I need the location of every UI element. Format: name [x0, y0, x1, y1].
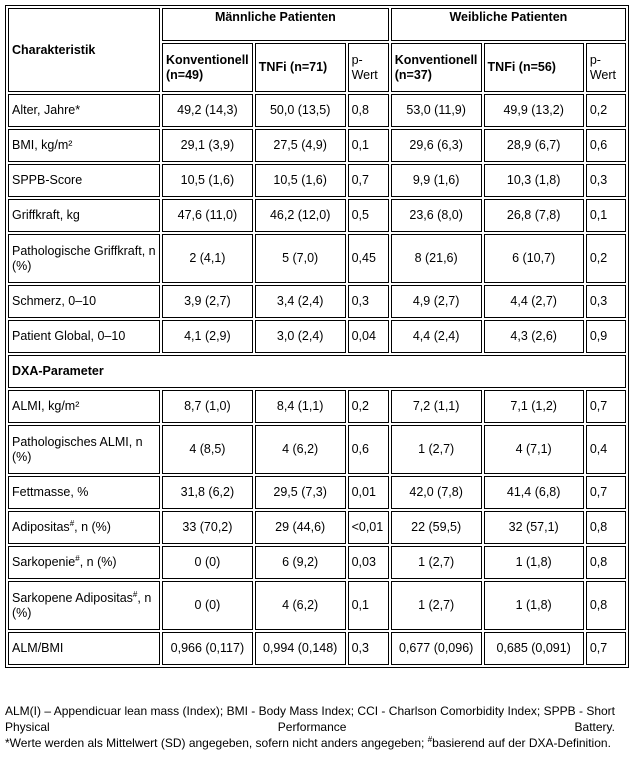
cell-male-p-value: 0,1	[348, 129, 389, 162]
cell-female-conventional: 0,677 (0,096)	[391, 632, 482, 665]
cell-female-tnfi: 28,9 (6,7)	[484, 129, 584, 162]
table-row	[8, 511, 626, 544]
table-row	[8, 425, 626, 474]
cell-female-p-value: 0,6	[586, 129, 626, 162]
cell-male-conventional: 33 (70,2)	[162, 511, 253, 544]
cell-female-conventional: 4,4 (2,4)	[391, 320, 482, 353]
cell-male-conventional: 31,8 (6,2)	[162, 476, 253, 509]
cell-female-conventional: 22 (59,5)	[391, 511, 482, 544]
cell-female-conventional: 42,0 (7,8)	[391, 476, 482, 509]
cell-male-p-value: 0,3	[348, 285, 389, 318]
section-label-dxa: DXA-Parameter	[8, 355, 626, 388]
table-row	[8, 164, 626, 197]
cell-female-conventional: 8 (21,6)	[391, 234, 482, 283]
cell-male-tnfi: 50,0 (13,5)	[255, 94, 346, 127]
cell-male-tnfi: 4 (6,2)	[255, 425, 346, 474]
cell-female-tnfi: 41,4 (6,8)	[484, 476, 584, 509]
cell-male-tnfi: 4 (6,2)	[255, 581, 346, 630]
row-label	[8, 581, 160, 630]
cell-male-p-value: 0,2	[348, 390, 389, 423]
cell-female-conventional: 23,6 (8,0)	[391, 199, 482, 232]
cell-female-tnfi: 7,1 (1,2)	[484, 390, 584, 423]
cell-female-conventional: 4,9 (2,7)	[391, 285, 482, 318]
row-label-suffix: , n (%)	[79, 555, 117, 569]
cell-female-p-value: 0,8	[586, 581, 626, 630]
header-row-groups	[8, 8, 626, 41]
cell-male-p-value: 0,6	[348, 425, 389, 474]
cell-female-tnfi: 0,685 (0,091)	[484, 632, 584, 665]
sub-header-male-p-value: p-Wert	[348, 43, 389, 92]
cell-female-p-value: 0,7	[586, 476, 626, 509]
cell-male-tnfi: 10,5 (1,6)	[255, 164, 346, 197]
table-row	[8, 632, 626, 665]
values-note-end: basierend auf der DXA-Definition.	[432, 736, 611, 750]
cell-male-tnfi: 46,2 (12,0)	[255, 199, 346, 232]
cell-male-p-value: 0,45	[348, 234, 389, 283]
row-label-sup: #	[69, 518, 75, 528]
cell-male-conventional: 4 (8,5)	[162, 425, 253, 474]
cell-male-conventional: 8,7 (1,0)	[162, 390, 253, 423]
cell-male-tnfi: 5 (7,0)	[255, 234, 346, 283]
cell-female-conventional: 1 (2,7)	[391, 425, 482, 474]
cell-female-tnfi: 4,3 (2,6)	[484, 320, 584, 353]
cell-male-tnfi: 29,5 (7,3)	[255, 476, 346, 509]
female-group-header: Weibliche Patienten	[391, 8, 626, 41]
row-label	[8, 546, 160, 579]
sub-header-male-tnfi: TNFi (n=71)	[255, 43, 346, 92]
sub-header-female-conventional: Konventionell (n=37)	[391, 43, 482, 92]
row-label: Schmerz, 0–10	[8, 285, 160, 318]
cell-female-conventional: 53,0 (11,9)	[391, 94, 482, 127]
cell-male-p-value: <0,01	[348, 511, 389, 544]
cell-female-conventional: 7,2 (1,1)	[391, 390, 482, 423]
sub-header-female-p-value: p-Wert	[586, 43, 626, 92]
cell-female-tnfi: 49,9 (13,2)	[484, 94, 584, 127]
cell-male-p-value: 0,7	[348, 164, 389, 197]
row-label-text: Sarkopenie	[12, 555, 76, 569]
row-label-suffix: , n (%)	[12, 590, 152, 620]
cell-female-conventional: 29,6 (6,3)	[391, 129, 482, 162]
cell-female-conventional: 1 (2,7)	[391, 581, 482, 630]
table-row	[8, 199, 626, 232]
values-note	[5, 735, 615, 751]
row-label: ALMI, kg/m²	[8, 390, 160, 423]
row-label-sup: #	[132, 589, 138, 599]
cell-male-conventional: 0,966 (0,117)	[162, 632, 253, 665]
row-label: BMI, kg/m²	[8, 129, 160, 162]
cell-male-p-value: 0,3	[348, 632, 389, 665]
table-row	[8, 94, 626, 127]
cell-male-tnfi: 0,994 (0,148)	[255, 632, 346, 665]
cell-female-p-value: 0,7	[586, 390, 626, 423]
table-row	[8, 320, 626, 353]
cell-female-tnfi: 10,3 (1,8)	[484, 164, 584, 197]
row-label-text: Sarkopene Adipositas	[12, 590, 133, 605]
cell-female-tnfi: 32 (57,1)	[484, 511, 584, 544]
cell-female-p-value: 0,3	[586, 285, 626, 318]
cell-female-p-value: 0,7	[586, 632, 626, 665]
cell-male-conventional: 29,1 (3,9)	[162, 129, 253, 162]
cell-female-p-value: 0,3	[586, 164, 626, 197]
cell-male-conventional: 10,5 (1,6)	[162, 164, 253, 197]
row-label-suffix: , n (%)	[74, 520, 111, 534]
table-row	[8, 581, 626, 630]
cell-female-p-value: 0,8	[586, 546, 626, 579]
cell-female-tnfi: 1 (1,8)	[484, 546, 584, 579]
cell-female-p-value: 0,8	[586, 511, 626, 544]
cell-female-p-value: 0,2	[586, 94, 626, 127]
row-label: Pathologische Griffkraft, n (%)	[8, 234, 160, 283]
table-row	[8, 234, 626, 283]
cell-male-tnfi: 3,4 (2,4)	[255, 285, 346, 318]
cell-female-p-value: 0,2	[586, 234, 626, 283]
table-row	[8, 285, 626, 318]
cell-male-conventional: 49,2 (14,3)	[162, 94, 253, 127]
cell-female-p-value: 0,4	[586, 425, 626, 474]
table-footnote	[5, 703, 615, 751]
cell-male-p-value: 0,03	[348, 546, 389, 579]
row-label: SPPB-Score	[8, 164, 160, 197]
cell-female-tnfi: 6 (10,7)	[484, 234, 584, 283]
row-label-text: Adipositas	[12, 520, 70, 534]
cell-male-tnfi: 29 (44,6)	[255, 511, 346, 544]
row-label: Griffkraft, kg	[8, 199, 160, 232]
row-label: Fettmasse, %	[8, 476, 160, 509]
table-row	[8, 390, 626, 423]
cell-male-tnfi: 27,5 (4,9)	[255, 129, 346, 162]
cell-male-tnfi: 6 (9,2)	[255, 546, 346, 579]
table-row	[8, 129, 626, 162]
cell-male-p-value: 0,8	[348, 94, 389, 127]
values-note-start: *Werte werden als Mittelwert (SD) angegeben, sofern nicht anders angegeben;	[5, 736, 428, 750]
cell-female-conventional: 1 (2,7)	[391, 546, 482, 579]
cell-female-conventional: 9,9 (1,6)	[391, 164, 482, 197]
cell-female-tnfi: 26,8 (7,8)	[484, 199, 584, 232]
cell-male-tnfi: 8,4 (1,1)	[255, 390, 346, 423]
row-label: ALM/BMI	[8, 632, 160, 665]
row-label: Alter, Jahre*	[8, 94, 160, 127]
cell-male-p-value: 0,04	[348, 320, 389, 353]
characteristic-header: Charakteristik	[8, 8, 160, 92]
cell-male-p-value: 0,01	[348, 476, 389, 509]
cell-female-tnfi: 1 (1,8)	[484, 581, 584, 630]
abbreviations-note: ALM(I) – Appendicuar lean mass (Index); BMI - Body Mass Index; CCI - Charlson Comorbidity Index; SPPB - Short Physical Performance Battery.	[5, 704, 615, 734]
table-container	[5, 5, 629, 668]
male-group-header: Männliche Patienten	[162, 8, 389, 41]
row-label: Patient Global, 0–10	[8, 320, 160, 353]
values-note-sup: #	[427, 735, 433, 744]
cell-male-conventional: 4,1 (2,9)	[162, 320, 253, 353]
cell-female-tnfi: 4,4 (2,7)	[484, 285, 584, 318]
sub-header-male-conventional: Konventionell (n=49)	[162, 43, 253, 92]
cell-male-p-value: 0,1	[348, 581, 389, 630]
cell-male-conventional: 2 (4,1)	[162, 234, 253, 283]
table-row	[8, 476, 626, 509]
cell-male-conventional: 0 (0)	[162, 581, 253, 630]
cell-female-p-value: 0,9	[586, 320, 626, 353]
cell-male-tnfi: 3,0 (2,4)	[255, 320, 346, 353]
patient-characteristics-table	[5, 5, 629, 668]
row-label: Pathologisches ALMI, n (%)	[8, 425, 160, 474]
section-row	[8, 355, 626, 388]
cell-female-p-value: 0,1	[586, 199, 626, 232]
table-row	[8, 546, 626, 579]
row-label	[8, 511, 160, 544]
cell-male-conventional: 0 (0)	[162, 546, 253, 579]
cell-female-tnfi: 4 (7,1)	[484, 425, 584, 474]
sub-header-female-tnfi: TNFi (n=56)	[484, 43, 584, 92]
cell-male-p-value: 0,5	[348, 199, 389, 232]
cell-male-conventional: 47,6 (11,0)	[162, 199, 253, 232]
cell-male-conventional: 3,9 (2,7)	[162, 285, 253, 318]
row-label-sup: #	[75, 553, 80, 563]
